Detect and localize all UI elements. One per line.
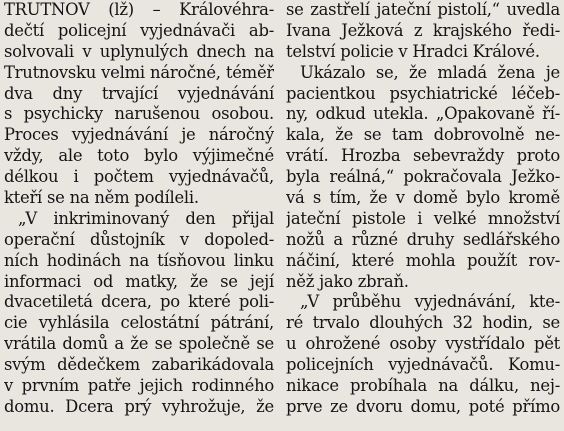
article-line: Ivana Ježková z krajského ředi- <box>286 20 560 40</box>
article-line: TRUTNOV (lž) – Královéhra- <box>4 0 274 19</box>
article-line: u ohrožené osoby vystřídalo pět <box>286 334 560 354</box>
article-line: byla reálná,“ pokračovala Ježko- <box>286 167 560 187</box>
article-line: dečtí policejní vyjednávači ab- <box>4 20 274 40</box>
article-line: pacientkou psychiatrické léčeb- <box>286 83 560 103</box>
article-line: „V inkriminovaný den přijal <box>18 208 274 228</box>
article-line: jateční pistole i velké množství <box>286 208 560 228</box>
article-line: se zastřelí jateční pistolí,“ uvedla <box>286 0 560 19</box>
article-line: v prvním patře jejich rodinného <box>4 376 274 396</box>
article-line: vždy, ale toto bylo výjimečné <box>4 146 274 166</box>
article-line: ny, odkud utekla. „Opakovaně ří- <box>286 104 560 124</box>
article-line: prve ze dvoru domu, poté přímo <box>286 396 560 416</box>
article-line: solvovali v uplynulých dnech na <box>4 41 274 61</box>
article-line: vá s tím, že v domě bylo kromě <box>286 188 560 208</box>
article-line: domu. Dcera prý vyhrožuje, že <box>4 396 274 416</box>
article-line: náčiní, které mohla použít rov- <box>286 250 560 270</box>
article-line: nikace probíhala na dálku, nej- <box>286 376 560 396</box>
article-line: vrátila domů a že se společně se <box>4 334 274 354</box>
article-line: ré trvalo dlouhých 32 hodin, se <box>286 313 560 333</box>
article-line <box>4 418 274 431</box>
article-line: cie vyhlásila celostátní pátrání, <box>4 313 274 333</box>
article-line <box>286 418 560 431</box>
article-line: „V průběhu vyjednávání, kte- <box>300 292 560 312</box>
article-line: Ukázalo se, že mladá žena je <box>300 62 560 82</box>
article-line: kteří se na něm podíleli. <box>4 188 199 208</box>
article-line: informaci od matky, že se její <box>4 271 274 291</box>
article-line: policejních vyjednávačů. Komu- <box>286 355 560 375</box>
article-column-left <box>4 0 274 431</box>
article-line: ních hodinách na tísňovou linku <box>4 250 274 270</box>
article-line: Proces vyjednávání je náročný <box>4 125 274 145</box>
article-line: nožů a různé druhy sedlářského <box>286 229 560 249</box>
article-line: kala, že se tam dobrovolně ne- <box>286 125 560 145</box>
article-line: dva dny trvající vyjednávání <box>4 83 274 103</box>
article-line: něž jako zbraň. <box>286 271 409 291</box>
article-line: svým dědečkem zabarikádovala <box>4 355 274 375</box>
article-line: s psychicky narušenou osobou. <box>4 104 274 124</box>
article-line: vrátí. Hrozba sebevraždy proto <box>286 146 560 166</box>
article-line: délkou i počtem vyjednávačů, <box>4 167 274 187</box>
article-line: operační důstojník v dopoled- <box>4 229 274 249</box>
article-line: Trutnovsku velmi náročné, téměř <box>4 62 274 82</box>
article-line: dvacetiletá dcera, po které poli- <box>4 292 274 312</box>
article-line: telství policie v Hradci Králové. <box>286 41 540 61</box>
article-column-right <box>286 0 560 431</box>
